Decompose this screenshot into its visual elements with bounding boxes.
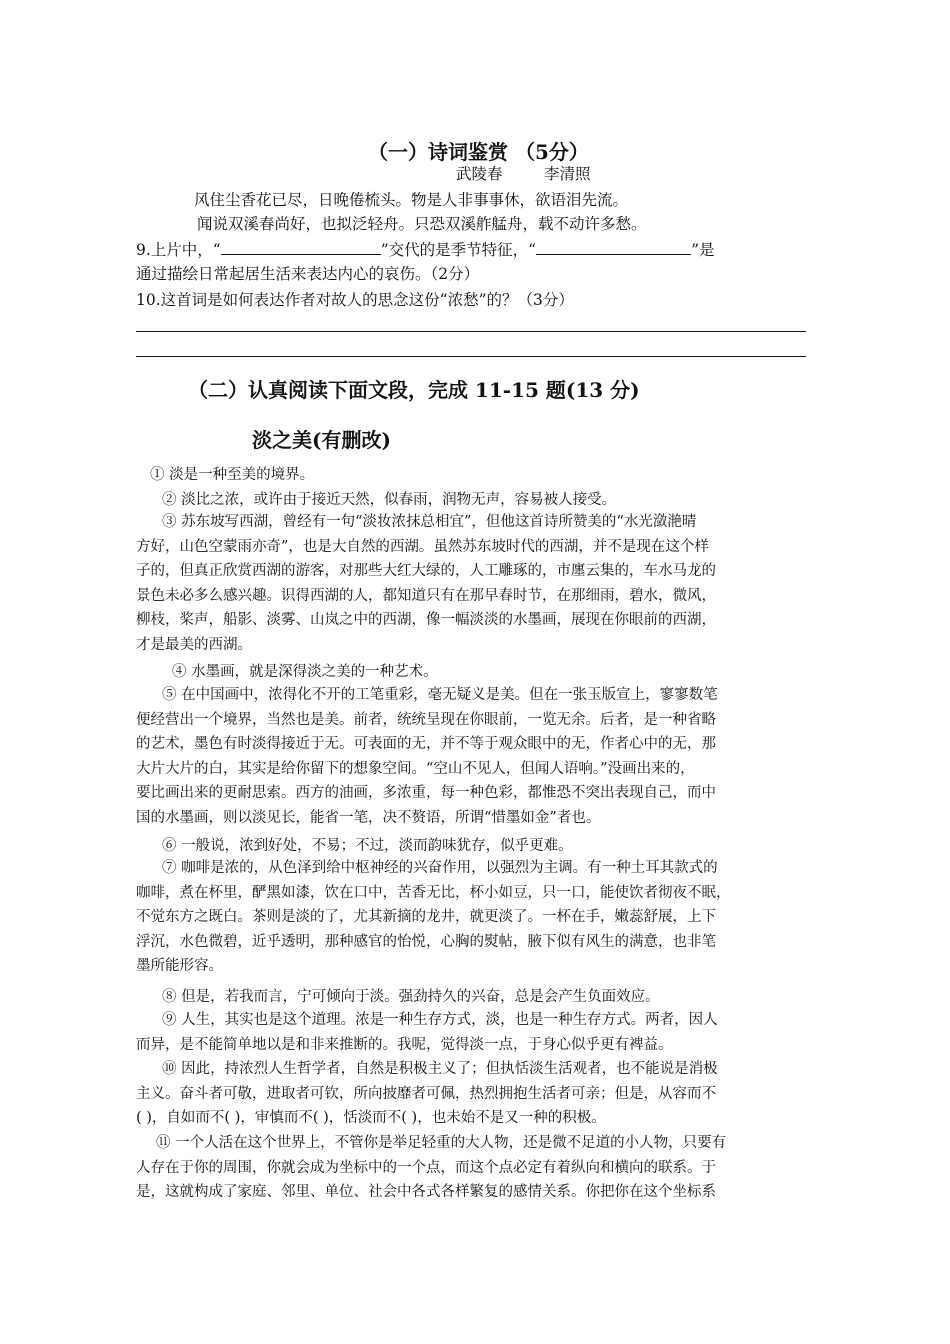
q9-part-b: ”交代的是季节特征，“ — [380, 241, 537, 259]
q9-part-a: 9.上片中，“ — [136, 241, 221, 259]
p9-line: 而异，是不能简单地以是和非来推断的。我呢，觉得淡一点，于身心似乎更有裨益。 — [136, 1036, 673, 1053]
p3-line: 景色未必多么感兴趣。识得西湖的人，都知道只有在那早春时节，在那细雨，碧水，微风， — [136, 587, 716, 604]
paragraph-7 — [136, 856, 816, 979]
p3-line: 柳枝，桨声，船影、淡雾、山岚之中的西湖，像一幅淡淡的水墨画，展现在你眼前的西湖， — [136, 612, 716, 629]
answer-line-2[interactable] — [136, 356, 806, 357]
p10-line: 主义。奋斗者可敬，进取者可钦，所向披靡者可佩，热烈拥抱生活者可亲；但是，从容而不 — [136, 1085, 716, 1102]
p5-line: 大片大片的白，其实是给你留下的想象空间。“空山不见人，但闻人语响。”没画出来的， — [136, 760, 695, 777]
p5-line: 国的水墨画，则以淡见长，能省一笔，决不赘语，所谓“惜墨如金”者也。 — [136, 809, 601, 826]
p7-line: ⑦ 咖啡是浓的，从色泽到给中枢神经的兴奋作用，以强烈为主调。有一种土耳其款式的 — [162, 860, 718, 876]
p5-line: 便经营出一个境界，当然也是美。前者，统统呈现在你眼前，一览无余。后者，是一种省略 — [136, 711, 716, 728]
poem-title: 武陵春 — [456, 165, 503, 183]
paragraph-6: ⑥ 一般说，浓到好处，不易；不过，淡而韵味犹存，似乎更难。 — [162, 838, 573, 854]
paragraph-8: ⑧ 但是，若我而言，宁可倾向于淡。强劲持久的兴奋，总是会产生负面效应。 — [162, 989, 660, 1005]
p7-line: 浮沉，水色微碧，近乎透明，那种感官的怡悦，心胸的熨帖，腋下似有风生的满意，也非笔 — [136, 933, 716, 950]
p3-line: 子的，但真正欣赏西湖的游客，对那些大红大绿的，人工雕琢的，市廛云集的，车水马龙的 — [136, 563, 716, 580]
paragraph-2: ② 淡比之浓，或许由于接近天然，似春雨，润物无声，容易被人接受。 — [162, 492, 617, 508]
p7-line: 咖啡，煮在杯里，酽黑如漆，饮在口中，苦香无比，杯小如豆，只一口，能使饮者彻夜不眠， — [136, 884, 731, 901]
poem-author: 李清照 — [544, 165, 591, 183]
p11-line: ⑪ 一个人活在这个世界上，不管你是举足轻重的大人物，还是微不足道的小人物，只要有 — [156, 1135, 727, 1151]
q9-part-c: ”是 — [691, 241, 715, 259]
p11-line: 人存在于你的周围，你就会成为坐标中的一个点，而这个点必定有着纵向和横向的联系。于 — [136, 1159, 716, 1176]
p5-line: 的艺术，墨色有时淡得接近于无。可表面的无，并不等于观众眼中的无，作者心中的无，那 — [136, 736, 716, 753]
section1-heading: （一）诗词鉴赏 （5分） — [368, 140, 589, 164]
question-9 — [136, 238, 715, 262]
paragraph-11 — [136, 1131, 816, 1205]
article-title: 淡之美(有删改) — [252, 428, 391, 452]
p9-line: ⑨ 人生，其实也是这个道理。浓是一种生存方式，淡，也是一种生存方式。两者，因人 — [162, 1012, 718, 1028]
paragraph-3 — [136, 510, 816, 658]
p5-line: 要比画出来的更耐思索。西方的油画，多浓重，每一种色彩，都惟恐不突出表现自己，而中 — [136, 785, 716, 802]
p3-line: ③ 苏东坡写西湖，曾经有一句“淡妆浓抹总相宜”，但他这首诗所赞美的“水光潋滟晴 — [162, 514, 697, 530]
poem-line-1: 风住尘香花已尽，日晚倦梳头。物是人非事事休，欲语泪先流。 — [194, 191, 629, 209]
p5-line: ⑤ 在中国画中，浓得化不开的工笔重彩，毫无疑义是美。但在一张玉版宣上，寥寥数笔 — [162, 687, 718, 703]
p7-line: 不觉东方之既白。茶则是淡的了，尤其新摘的龙井，就更淡了。一杯在手，嫩蕊舒展，上下 — [136, 909, 716, 926]
q9-blank-2[interactable] — [536, 238, 691, 255]
q9-blank-1[interactable] — [221, 238, 381, 255]
p11-line: 是，这就构成了家庭、邻里、单位、社会中各式各样繁复的感情关系。你把你在这个坐标系 — [136, 1184, 716, 1201]
paragraph-4: ④ 水墨画，就是深得淡之美的一种艺术。 — [172, 664, 438, 680]
p10-line: ⑩ 因此，持浓烈人生哲学者，自然是积极主义了；但执恬淡生活观者，也不能说是消极 — [162, 1061, 718, 1077]
question-10: 10.这首词是如何表达作者对故人的思念这份“浓愁”的？（3分） — [136, 291, 574, 309]
p10-line: ( )，自如而不( )，审慎而不( )，恬淡而不( )，也未始不是又一种的积极。 — [136, 1110, 606, 1127]
poem-line-2: 闻说双溪春尚好，也拟泛轻舟。只恐双溪舴艋舟，载不动许多愁。 — [197, 215, 647, 233]
paragraph-1: ① 淡是一种至美的境界。 — [150, 467, 315, 483]
paragraph-10 — [136, 1057, 816, 1131]
paragraph-5 — [136, 683, 816, 831]
p3-line: 才是最美的西湖。 — [136, 636, 252, 653]
question-9-cont: 通过描绘日常起居生活来表达内心的哀伤。（2分） — [136, 265, 480, 283]
section2-heading: （二）认真阅读下面文段，完成 11-15 题(13 分) — [188, 378, 640, 402]
answer-line-1[interactable] — [136, 331, 806, 332]
p7-line: 墨所能形容。 — [136, 958, 223, 975]
paragraph-9 — [136, 1008, 816, 1057]
p3-line: 方好，山色空蒙雨亦奇”，也是大自然的西湖。虽然苏东坡时代的西湖，并不是现在这个样 — [136, 538, 709, 555]
